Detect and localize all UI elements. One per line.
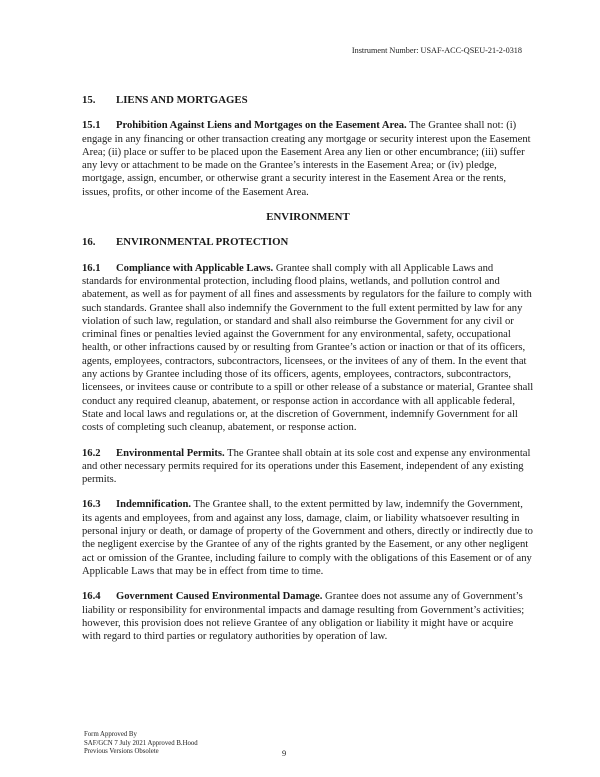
- paragraph-text: The Grantee shall not: (i) engage in any financing or other transaction creating any mortgage or security interest upon the Easement Area; (ii) place or suffer to be placed upon the Easement Area any lien or other encumbrance; (iii) suffer any levy or attachment to be made on the Grantee’s interests in the Easement Area; or (iv) pledge, mortgage, assign, encumber, or otherwise grant a security interest in the Easement Area or the rents, issues, profits, or other income of the Easement Area.: [82, 120, 531, 198]
- paragraph-text: Grantee does not assume any of Government’s liability or responsibility for environmental impacts and damage resulting from Government’s activities; however, this provision does not relieve Grantee of any obligation or liability it might have or acquire with regard to third parties or regulatory authorities by operation of law.: [82, 591, 525, 643]
- paragraph-text: The Grantee shall, to the extent permitted by law, indemnify the Government, its agents and employees, from and against any loss, damage, claim, or liability whatsoever resulting in personal injury or death, or damage of property of the Government and others, directly or indirectly due to the negligent exercise by the Grantee of any of the rights granted by the Easement, or any other negligent act or omission of the Grantee, including failure to comply with the obligations of this Easement or of any Applicable Laws that may be in effect from time to time.: [82, 499, 533, 577]
- paragraph-title: Government Caused Environmental Damage.: [116, 591, 323, 603]
- paragraph-number: 15.1: [82, 120, 101, 132]
- paragraph-title: Environmental Permits.: [116, 447, 225, 459]
- section-15-heading: [82, 94, 534, 107]
- paragraph-16-2: [82, 447, 534, 487]
- document-body: [82, 94, 534, 655]
- section-title: LIENS AND MORTGAGES: [116, 94, 248, 106]
- section-number: 15.: [82, 94, 96, 106]
- paragraph-16-3: [82, 498, 534, 578]
- section-number: 16.: [82, 236, 96, 249]
- paragraph-title: Compliance with Applicable Laws.: [116, 262, 274, 274]
- form-footer: [84, 731, 198, 757]
- paragraph-number: 16.3: [82, 499, 101, 511]
- paragraph-text: The Grantee shall obtain at its sole cost and expense any environmental and other necessary permits required for its operations under this Easement, independent of any existing permits.: [82, 447, 531, 486]
- footer-line-1: Form Approved By: [84, 731, 137, 738]
- paragraph-16-4: [82, 590, 534, 643]
- paragraph-title: Indemnification.: [116, 499, 192, 511]
- paragraph-number: 16.2: [82, 447, 101, 459]
- paragraph-15-1: [82, 119, 534, 199]
- paragraph-number: 16.4: [82, 591, 101, 603]
- footer-line-3: Previous Versions Obsolete: [84, 748, 159, 756]
- paragraph-number: 16.1: [82, 262, 101, 274]
- instrument-number: Instrument Number: USAF-ACC-QSEU-21-2-0318: [351, 46, 522, 55]
- section-title: ENVIRONMENTAL PROTECTION: [116, 236, 289, 249]
- paragraph-title: Prohibition Against Liens and Mortgages on the Easement Area.: [116, 120, 407, 132]
- footer-line-2: SAF/GCN 7 July 2021 Approved B.Hood: [84, 739, 198, 747]
- paragraph-16-1: [82, 262, 534, 435]
- section-16-heading: [82, 236, 534, 249]
- page-number: 9: [282, 749, 287, 758]
- paragraph-text: Grantee shall comply with all Applicable Laws and standards for environmental protection, including flood plains, wetlands, and pollution control and abatement, as well as for payment of all fines and assessments by regulators for the failure to comply with such standards. Grantee shall also indemnify the Government to the full extent permitted by law for any violation of such law, regulation, or standard and shall also reimburse the Government for any civil or criminal fines or penalties levied against the Government for any environmental, safety, occupational health, or other infractions caused by or resulting from Grantee’s action or inaction or that of its officers, agents, employees, contractors, subcontractors, licensees, or the invitees of any of them. In the event that any actions by Grantee including those of its officers, agents, employees, contractors, subcontractors, licensees, or invitees cause or contribute to a spill or other release of a substance or material, Grantee shall conduct any required cleanup, abatement, or response action in accordance with all applicable federal, State and local laws and regulations or, at the discretion of Government, indemnify Government for all costs of completing such cleanup, abatement, or response action.: [82, 262, 534, 434]
- environment-heading: ENVIRONMENT: [266, 211, 350, 224]
